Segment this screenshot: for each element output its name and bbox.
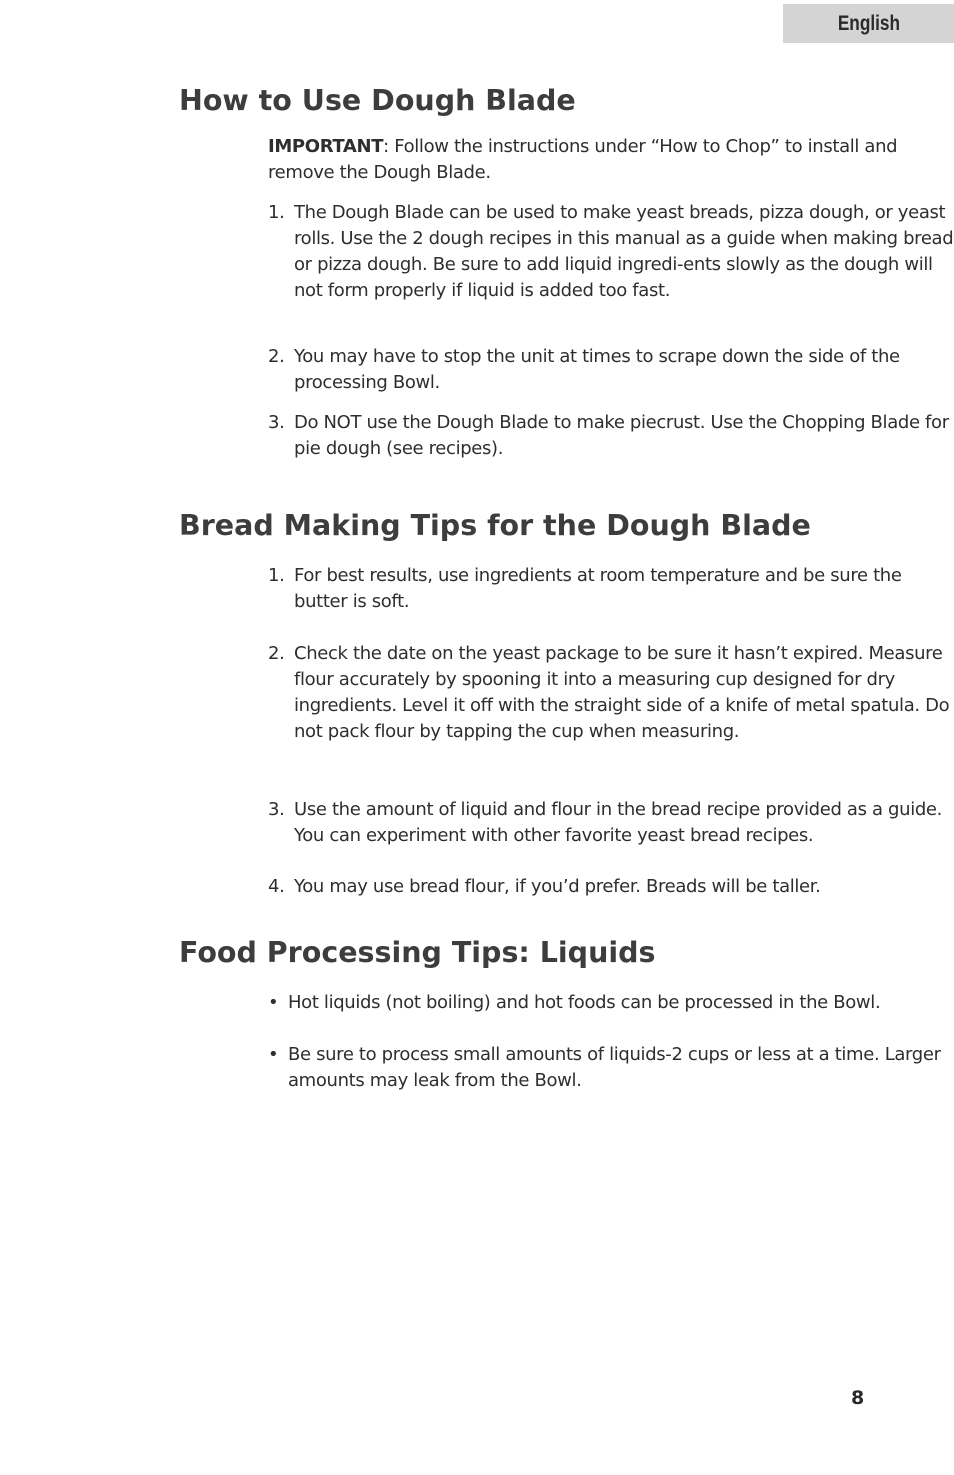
section-title-bread-tips: Bread Making Tips for the Dough Blade: [179, 509, 811, 542]
list-item: [268, 990, 954, 1016]
list-item-text: Hot liquids (not boiling) and hot foods can be processed in the Bowl.: [288, 992, 881, 1013]
list-item: [268, 410, 954, 462]
important-label: IMPORTANT: [268, 136, 384, 157]
section-title-dough-blade: How to Use Dough Blade: [179, 84, 576, 117]
important-text: : Follow the instructions under “How to Chop” to install and remove the Dough Blade.: [268, 136, 898, 183]
section-title-liquids-tips: Food Processing Tips: Liquids: [179, 936, 656, 969]
list-item: [268, 874, 954, 900]
list-item: [268, 200, 954, 304]
list-marker: 2.: [268, 643, 285, 664]
list-item-text: You may use bread flour, if you’d prefer. Breads will be taller.: [294, 876, 821, 897]
list-item-text: The Dough Blade can be used to make yeast breads, pizza dough, or yeast rolls. Use the 2 dough recipes in this manual as a guide when making bread or pizza dough. Be sure to add liquid ingredi-ents slowly as the dough will not form properly if liquid is added too fast.: [294, 202, 954, 301]
list-item-text: Do NOT use the Dough Blade to make piecrust. Use the Chopping Blade for pie dough (see recipes).: [294, 412, 949, 459]
list-marker: 3.: [268, 799, 285, 820]
page-number: 8: [851, 1387, 865, 1409]
list-marker: 2.: [268, 346, 285, 367]
list-item-text: For best results, use ingredients at room temperature and be sure the butter is soft.: [294, 565, 902, 612]
list-item-text: You may have to stop the unit at times to scrape down the side of the processing Bowl.: [294, 346, 900, 393]
list-item: [268, 641, 954, 745]
list-item: [268, 563, 954, 615]
list-marker: 3.: [268, 412, 285, 433]
list-item: [268, 344, 954, 396]
list-item-text: Be sure to process small amounts of liquids-2 cups or less at a time. Larger amounts may leak from the Bowl.: [288, 1044, 941, 1091]
language-tab-label: English: [837, 11, 900, 35]
list-item: [268, 1042, 954, 1094]
list-item: [268, 797, 954, 849]
bullet-marker: •: [268, 1044, 279, 1065]
list-item-text: Use the amount of liquid and flour in the bread recipe provided as a guide. You can experiment with other favorite yeast bread recipes.: [294, 799, 943, 846]
bullet-marker: •: [268, 992, 279, 1013]
list-marker: 1.: [268, 202, 285, 223]
language-tab: [783, 4, 954, 43]
list-marker: 1.: [268, 565, 285, 586]
list-item-text: Check the date on the yeast package to be sure it hasn’t expired. Measure flour accurately by spooning it into a measuring cup designed for dry ingredients. Level it off with the straight side of a knife of metal spatula. Do not pack flour by tapping the cup when measuring.: [294, 643, 950, 742]
list-marker: 4.: [268, 876, 285, 897]
important-note: [268, 134, 954, 186]
